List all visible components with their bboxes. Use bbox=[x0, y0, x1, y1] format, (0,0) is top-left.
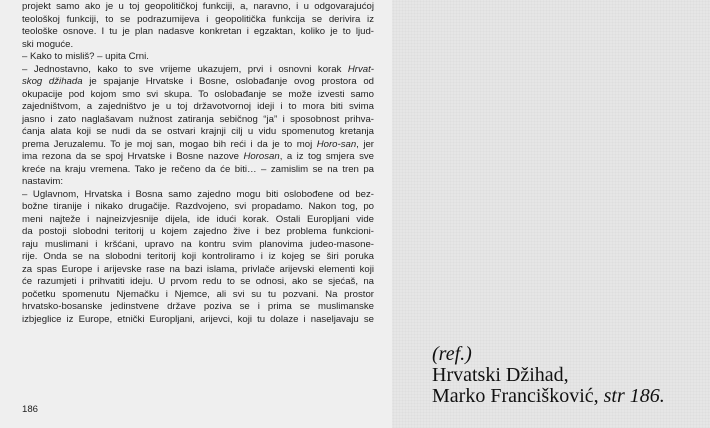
text-line: nastavim: bbox=[22, 176, 64, 187]
text-line: – Kako to misliš? – upita Crni. bbox=[22, 51, 149, 62]
text-line: prema Jeruzalemu. To je moj san, mogao bih reći i da je to moj Horo-san, jer bbox=[22, 138, 374, 150]
text-line: ski moguće. bbox=[22, 38, 74, 50]
text-line: jasno i zato naglašavam nužnost zatiranja sebičnog “ja” i sposobnost prihva- bbox=[22, 113, 374, 125]
citation-book-title: Hrvatski Džihad, bbox=[432, 364, 569, 386]
text-line: – Jednostavno, kako to sve vrijeme ukazujem, prvi i osnovni korak Hrvat- bbox=[22, 63, 374, 75]
text-line: rije. Onda se na slobodni teritorij koji kontroliramo i iz kojeg se širi poruka bbox=[22, 251, 374, 262]
citation-author: Marko Francišković, bbox=[432, 385, 599, 407]
text-line: izbjeglice iz Europe, etnički Europljani, arijevci, koji tu dolaze i naseljavaju se bbox=[22, 313, 374, 325]
text-line: skog džihada je spajanje Hrvatske i Bosne, oslobađanje ovog prostora od bbox=[22, 76, 374, 87]
text-line: okupacije pod kojom smo svi skupa. To oslobađanje se može izvesti samo bbox=[22, 88, 374, 100]
text-line: ćanja alata koji se nudi da se ostvari krajnji cilj u vidu spomenutog kretanja bbox=[22, 126, 374, 137]
citation-author-line bbox=[432, 386, 665, 407]
text-line: božne tiranije i nikako drugačije. Razdvojeno, svi propadamo. Nakon tog, po bbox=[22, 201, 374, 212]
page-number: 186 bbox=[22, 404, 39, 415]
text-line: zajedništvom, a zajedništvo je u toj državotvornoj ideji i to mora biti svima bbox=[22, 101, 374, 112]
citation bbox=[432, 344, 665, 407]
text-line: kreće na kraju vremena. Tako je rečeno da će biti… – zamislim se na tren pa bbox=[22, 163, 374, 175]
text-line: početku spomenutu Njemačku i Njemce, ali svi su tu pozvani. Na prostor bbox=[22, 288, 374, 300]
text-line: raju muslimani i kršćani, upravo na kontru svim planovima judeo-masone- bbox=[22, 238, 374, 250]
text-line: projekt samo ako je u toj geopolitičkoj funkciji, a, naravno, i u odgovarajućoj bbox=[22, 1, 374, 12]
text-line: hrvatsko-bosanske jedinstvene države poziva se i prima se muslimanske bbox=[22, 301, 374, 312]
text-line: meni najteže i najneizvjesnije dijela, ide idući korak. Ostali Europljani vide bbox=[22, 213, 374, 225]
text-line: da postoji slobodni teritorij u kojem zajedno žive i bez problema funkcioni- bbox=[22, 226, 374, 237]
text-line: teološkoj funkciji, to se podrazumijeva i geopolitička funkcija se derivira iz bbox=[22, 13, 374, 25]
text-line: za spas Europe i arijevske rase na bazi islama, privlače arijevski elementi koji bbox=[22, 263, 374, 275]
text-line: ima rezona da se spoj Hrvatske i Bosne nazove Horosan, a iz tog smjera sve bbox=[22, 151, 374, 162]
text-line: teološke osnove. I tu je plan nadasve konkretan i egzaktan, koliko je to ljud- bbox=[22, 26, 374, 37]
citation-page: str 186. bbox=[603, 385, 665, 407]
citation-ref: (ref.) bbox=[432, 343, 472, 365]
book-text bbox=[22, 1, 374, 326]
text-line: će razumjeti i prihvatiti ideju. U prvom redu to se odnosi, ako se sjećaš, na bbox=[22, 276, 374, 287]
text-line: – Uglavnom, Hrvatska i Bosna samo zajedno mogu biti oslobođene od bez- bbox=[22, 188, 374, 200]
